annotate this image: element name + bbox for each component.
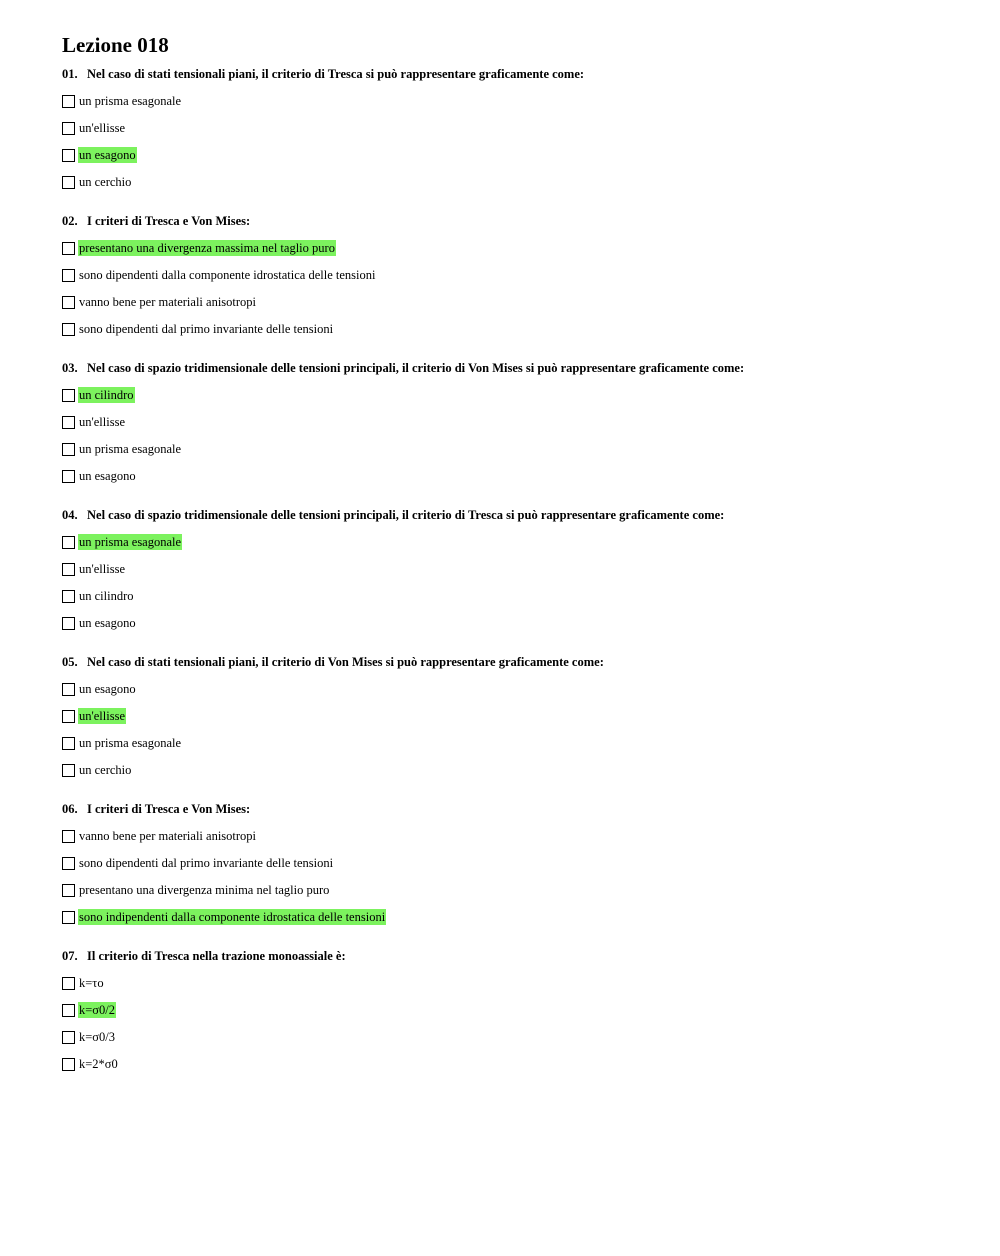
answer-text: k=2*σ0 <box>79 1057 118 1071</box>
question-number: 07. <box>62 949 78 963</box>
answer-text-correct: presentano una divergenza massima nel taglio puro <box>79 241 335 255</box>
answer-option[interactable] <box>62 93 962 109</box>
answer-option[interactable] <box>62 708 962 724</box>
answer-option[interactable] <box>62 882 962 898</box>
answer-checkbox[interactable] <box>62 470 75 483</box>
answer-option[interactable] <box>62 267 962 283</box>
answer-option[interactable] <box>62 909 962 925</box>
answer-checkbox[interactable] <box>62 443 75 456</box>
question-text: Nel caso di spazio tridimensionale delle tensioni principali, il criterio di Tresca si può rappresentare graficamente come: <box>87 508 725 522</box>
question-4 <box>62 507 962 631</box>
answer-text: sono dipendenti dal primo invariante delle tensioni <box>79 856 334 870</box>
answer-text: un cerchio <box>79 763 132 777</box>
answer-text: un cerchio <box>79 175 132 189</box>
answer-checkbox[interactable] <box>62 911 75 924</box>
answer-option[interactable] <box>62 762 962 778</box>
answer-text: k=σ0/3 <box>79 1030 116 1044</box>
answer-text: sono dipendenti dal primo invariante delle tensioni <box>79 322 334 336</box>
question-header <box>62 801 962 817</box>
answer-text-correct: un esagono <box>79 148 136 162</box>
answer-option[interactable] <box>62 975 962 991</box>
answer-text: un'ellisse <box>79 121 125 135</box>
answer-option[interactable] <box>62 387 962 403</box>
answer-checkbox[interactable] <box>62 176 75 189</box>
answer-text: vanno bene per materiali anisotropi <box>79 295 257 309</box>
answer-checkbox[interactable] <box>62 242 75 255</box>
answer-text: un'ellisse <box>79 415 125 429</box>
question-number: 01. <box>62 67 78 81</box>
question-text: Il criterio di Tresca nella trazione monoassiale è: <box>87 949 346 963</box>
answer-checkbox[interactable] <box>62 857 75 870</box>
answer-option[interactable] <box>62 534 962 550</box>
question-header <box>62 507 962 523</box>
answer-text: un cilindro <box>79 589 134 603</box>
answer-option[interactable] <box>62 321 962 337</box>
answer-text: un esagono <box>79 469 136 483</box>
answer-option[interactable] <box>62 441 962 457</box>
question-number: 06. <box>62 802 78 816</box>
answer-text: vanno bene per materiali anisotropi <box>79 829 257 843</box>
question-header <box>62 948 962 964</box>
answer-checkbox[interactable] <box>62 590 75 603</box>
answer-text-correct: un cilindro <box>79 388 134 402</box>
answer-checkbox[interactable] <box>62 683 75 696</box>
answer-option[interactable] <box>62 588 962 604</box>
answer-checkbox[interactable] <box>62 269 75 282</box>
answer-option[interactable] <box>62 1002 962 1018</box>
answer-option[interactable] <box>62 294 962 310</box>
answer-checkbox[interactable] <box>62 830 75 843</box>
question-1 <box>62 66 962 190</box>
answer-text: un prisma esagonale <box>79 442 182 456</box>
answer-option[interactable] <box>62 240 962 256</box>
page-title: Lezione 018 <box>62 33 169 57</box>
answer-text: k=τo <box>79 976 104 990</box>
answer-option[interactable] <box>62 120 962 136</box>
answer-text: sono dipendenti dalla componente idrostatica delle tensioni <box>79 268 376 282</box>
answer-option[interactable] <box>62 1029 962 1045</box>
answer-text: un'ellisse <box>79 562 125 576</box>
answer-text-correct: sono indipendenti dalla componente idrostatica delle tensioni <box>79 910 386 924</box>
question-text: Nel caso di stati tensionali piani, il criterio di Von Mises si può rappresentare graficamente come: <box>87 655 604 669</box>
question-number: 02. <box>62 214 78 228</box>
answer-checkbox[interactable] <box>62 323 75 336</box>
answer-text: un esagono <box>79 616 136 630</box>
question-list <box>62 66 962 1072</box>
answer-checkbox[interactable] <box>62 1058 75 1071</box>
question-header <box>62 654 962 670</box>
answer-checkbox[interactable] <box>62 122 75 135</box>
answer-checkbox[interactable] <box>62 296 75 309</box>
answer-text: presentano una divergenza minima nel taglio puro <box>79 883 330 897</box>
answer-text-correct: un'ellisse <box>79 709 125 723</box>
answer-option[interactable] <box>62 147 962 163</box>
question-3 <box>62 360 962 484</box>
answer-text: un prisma esagonale <box>79 736 182 750</box>
answer-checkbox[interactable] <box>62 617 75 630</box>
answer-checkbox[interactable] <box>62 389 75 402</box>
question-header <box>62 360 962 376</box>
answer-option[interactable] <box>62 561 962 577</box>
answer-checkbox[interactable] <box>62 737 75 750</box>
answer-checkbox[interactable] <box>62 977 75 990</box>
answer-checkbox[interactable] <box>62 563 75 576</box>
question-2 <box>62 213 962 337</box>
question-header <box>62 213 962 229</box>
answer-option[interactable] <box>62 174 962 190</box>
question-5 <box>62 654 962 778</box>
answer-checkbox[interactable] <box>62 1031 75 1044</box>
answer-text-correct: un prisma esagonale <box>79 535 182 549</box>
question-text: Nel caso di spazio tridimensionale delle tensioni principali, il criterio di Von Mises si può rappresentare graficamente come: <box>87 361 745 375</box>
answer-text-correct: k=σ0/2 <box>79 1003 116 1017</box>
answer-checkbox[interactable] <box>62 149 75 162</box>
question-number: 03. <box>62 361 78 375</box>
answer-checkbox[interactable] <box>62 1004 75 1017</box>
answer-checkbox[interactable] <box>62 884 75 897</box>
question-header <box>62 66 962 82</box>
answer-option[interactable] <box>62 1056 962 1072</box>
answer-option[interactable] <box>62 828 962 844</box>
answer-checkbox[interactable] <box>62 416 75 429</box>
question-6 <box>62 801 962 925</box>
answer-text: un prisma esagonale <box>79 94 182 108</box>
answer-option[interactable] <box>62 615 962 631</box>
question-text: Nel caso di stati tensionali piani, il criterio di Tresca si può rappresentare graficamente come: <box>87 67 585 81</box>
question-text: I criteri di Tresca e Von Mises: <box>87 802 251 816</box>
answer-option[interactable] <box>62 414 962 430</box>
question-7 <box>62 948 962 1072</box>
answer-checkbox[interactable] <box>62 710 75 723</box>
answer-checkbox[interactable] <box>62 95 75 108</box>
answer-checkbox[interactable] <box>62 764 75 777</box>
answer-option[interactable] <box>62 735 962 751</box>
answer-option[interactable] <box>62 468 962 484</box>
question-text: I criteri di Tresca e Von Mises: <box>87 214 251 228</box>
question-number: 04. <box>62 508 78 522</box>
answer-option[interactable] <box>62 681 962 697</box>
document <box>62 33 962 1072</box>
answer-checkbox[interactable] <box>62 536 75 549</box>
question-number: 05. <box>62 655 78 669</box>
answer-text: un esagono <box>79 682 136 696</box>
answer-option[interactable] <box>62 855 962 871</box>
